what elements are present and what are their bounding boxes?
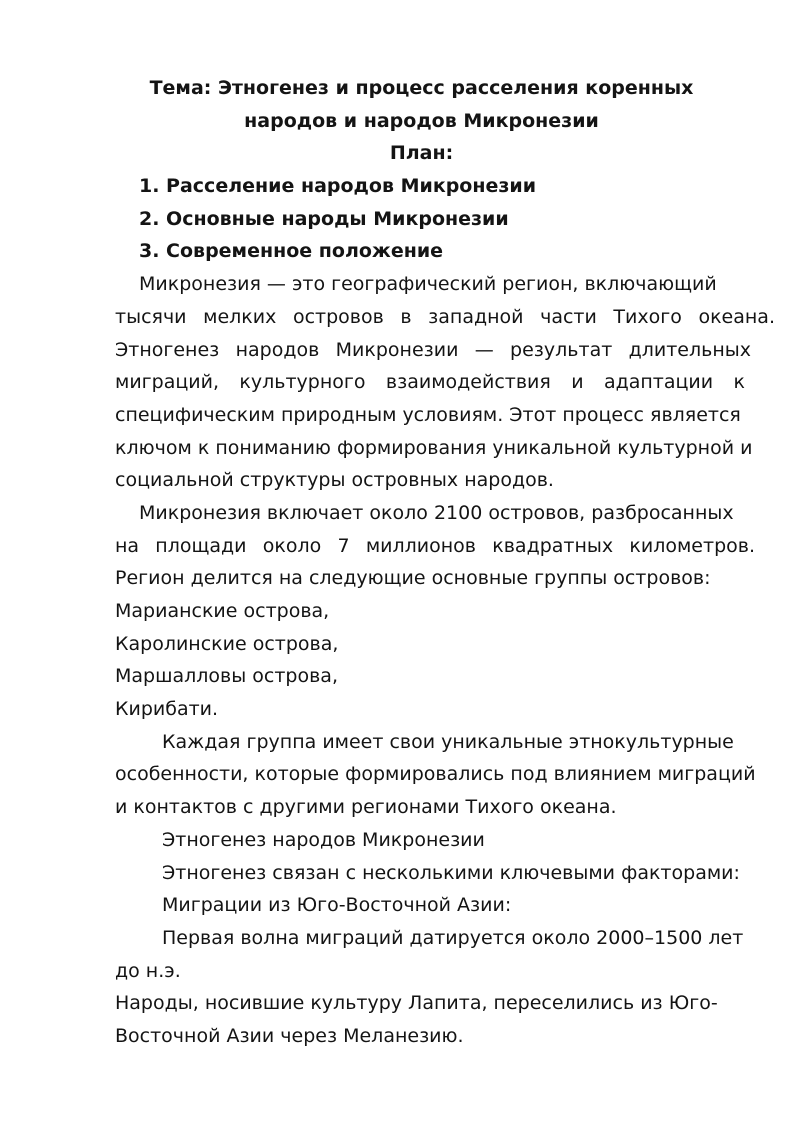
plan-item: 3. Современное положение bbox=[139, 240, 444, 263]
title-line-1: Тема: Этногенез и процесс расселения коренных bbox=[149, 77, 694, 99]
paragraph-line: специфическим природным условиям. Этот процесс является bbox=[115, 403, 741, 426]
island-list-item: Маршалловы острова, bbox=[115, 665, 338, 688]
paragraph-line: Народы, носившие культуру Лапита, переселились из Юго- bbox=[115, 992, 718, 1015]
paragraph-line: особенности, которые формировались под влиянием миграций bbox=[115, 763, 756, 786]
island-list-item: Кирибати. bbox=[115, 698, 219, 721]
plan-item: 2. Основные народы Микронезии bbox=[139, 207, 509, 230]
paragraph-line: Регион делится на следующие основные группы островов: bbox=[115, 567, 711, 590]
island-list-item: Каролинские острова, bbox=[115, 632, 339, 655]
plan-heading: План: bbox=[389, 142, 454, 165]
paragraph-line: Микронезия включает около 2100 островов, разбросанных bbox=[139, 501, 734, 524]
paragraph-line: тысячи мелких островов в западной части Тихого океана. bbox=[115, 305, 775, 328]
paragraph-line: ключом к пониманию формирования уникальной культурной и bbox=[115, 436, 753, 459]
subsection-heading: Миграции из Юго-Восточной Азии: bbox=[162, 894, 512, 917]
plan-item: 1. Расселение народов Микронезии bbox=[139, 175, 537, 198]
section-heading: Этногенез народов Микронезии bbox=[162, 828, 485, 851]
island-list-item: Марианские острова, bbox=[115, 600, 330, 622]
document-body bbox=[115, 72, 780, 1053]
paragraph-line: Микронезия — это географический регион, включающий bbox=[139, 273, 717, 296]
paragraph-line: до н.э. bbox=[115, 959, 181, 982]
paragraph-line: Первая волна миграций датируется около 2000–1500 лет bbox=[162, 926, 744, 949]
title-line-2: народов и народов Микронезии bbox=[244, 109, 599, 132]
paragraph-line: миграций, культурного взаимодействия и адаптации к bbox=[115, 371, 745, 394]
paragraph-line: Каждая группа имеет свои уникальные этнокультурные bbox=[162, 730, 734, 753]
paragraph-line: и контактов с другими регионами Тихого океана. bbox=[115, 796, 617, 819]
paragraph-line: социальной структуры островных народов. bbox=[115, 469, 554, 492]
paragraph-line: Этногенез связан с несколькими ключевыми факторами: bbox=[162, 861, 740, 884]
paragraph-line: Восточной Азии через Меланезию. bbox=[115, 1024, 464, 1047]
paragraph-line: Этногенез народов Микронезии — результат длительных bbox=[115, 338, 751, 361]
paragraph-line: на площади около 7 миллионов квадратных километров. bbox=[115, 534, 755, 557]
